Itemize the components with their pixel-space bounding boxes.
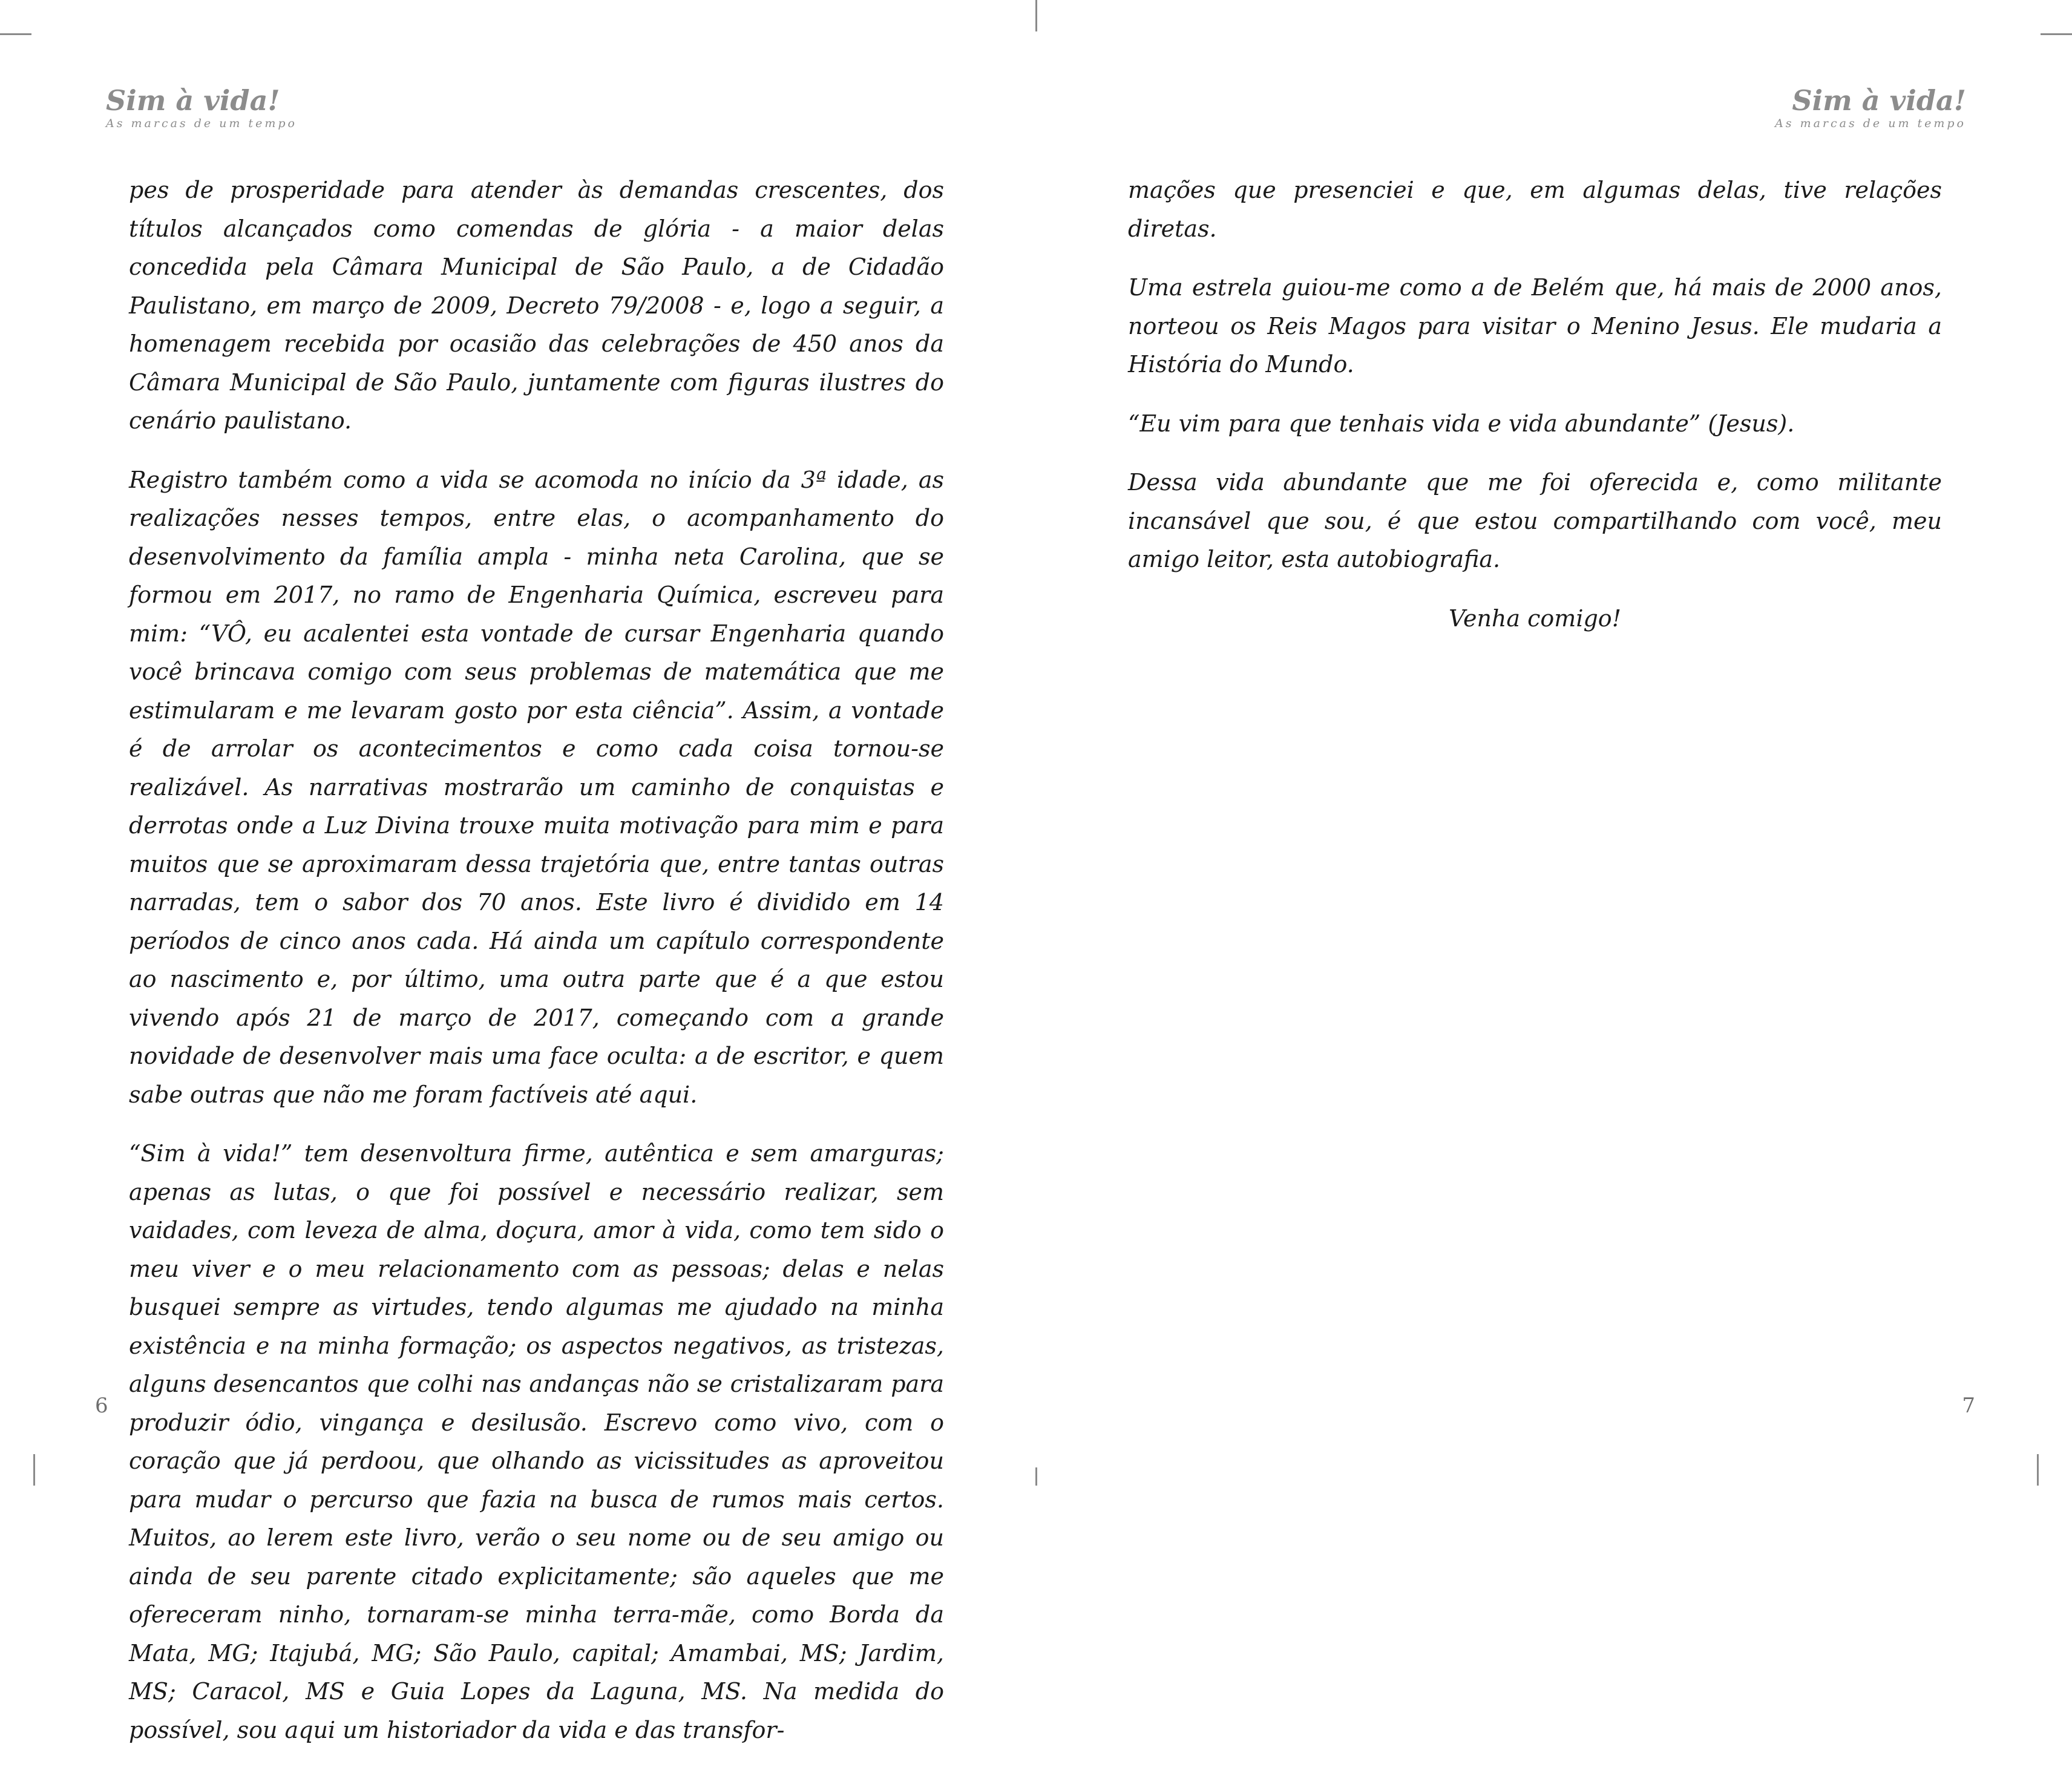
book-subtitle: As marcas de um tempo xyxy=(106,117,297,130)
book-title: Sim à vida! xyxy=(106,84,280,117)
page-number: 6 xyxy=(95,1394,108,1418)
left-page xyxy=(0,0,1036,1743)
book-title: Sim à vida! xyxy=(1792,84,1966,117)
right-page xyxy=(1036,0,2072,1486)
running-head xyxy=(1775,85,1966,131)
paragraph: Uma estrela guiou-me como a de Belém que, há mais de 2000 anos, norteou os Reis Magos para visitar o Menino Jesus. Ele mudaria a História do Mundo. xyxy=(1128,274,1942,378)
closing-line: Venha comigo! xyxy=(1449,605,1621,632)
paragraph: “Eu vim para que tenhais vida e vida abundante” (Jesus). xyxy=(1128,410,1795,437)
running-head xyxy=(106,85,297,131)
page-body xyxy=(129,171,944,1770)
paragraph: Dessa vida abundante que me foi oferecida e, como militante incansável que sou, é que estou compartilhando com você, meu amigo leitor, esta autobiografia. xyxy=(1128,469,1942,572)
paragraph: pes de prosperidade para atender às demandas crescentes, dos títulos alcançados como comendas de glória - a maior delas concedida pela Câmara Municipal de São Paulo, a de Cidadão Paulistano, em março de 2009, Decreto 79/2008 - e, logo a seguir, a homenagem recebida por ocasião das celebrações de 450 anos da Câmara Municipal de São Paulo, juntamente com figuras ilustres do cenário paulistano. xyxy=(129,177,944,434)
book-subtitle: As marcas de um tempo xyxy=(1775,117,1966,130)
paragraph: Registro também como a vida se acomoda no início da 3ª idade, as realizações nesses tempos, entre elas, o acompanhamento do desenvolvimento da família ampla - minha neta Carolina, que se formou em 2017, no ramo de Engenharia Química, escreveu para mim: “VÔ, eu acalentei esta vontade de cursar Engenharia quando você brincava comigo com seus problemas de matemática que me estimularam e me levaram gosto por esta ciência”. Assim, a vontade é de arrolar os acontecimentos e como cada coisa tornou-se realizável. As narrativas mostrarão um caminho de conquistas e derrotas onde a Luz Divina trouxe muita motivação para mim e para muitos que se aproximaram dessa trajetória que, entre tantas outras narradas, tem o sabor dos 70 anos. Este livro é dividido em 14 períodos de cinco anos cada. Há ainda um capítulo correspondente ao nascimento e, por último, uma outra parte que é a que estou vivendo após 21 de março de 2017, começando com a grande novidade de desenvolver mais uma face oculta: a de escritor, e quem sabe outras que não me foram factíveis até aqui. xyxy=(129,466,944,1108)
paragraph: mações que presenciei e que, em algumas delas, tive relações diretas. xyxy=(1128,177,1942,242)
page-body xyxy=(1128,171,1942,658)
paragraph: “Sim à vida!” tem desenvoltura firme, autêntica e sem amarguras; apenas as lutas, o que foi possível e necessário realizar, sem vaidades, com leveza de alma, doçura, amor à vida, como tem sido o meu viver e o meu relacionamento com as pessoas; delas e nelas busquei sempre as virtudes, tendo algumas me ajudado na minha existência e na minha formação; os aspectos negativos, as tristezas, alguns desencantos que colhi nas andanças não se cristalizaram para produzir ódio, vingança e desilusão. Escrevo como vivo, com o coração que já perdoou, que olhando as vicissitudes as aproveitou para mudar o percurso que fazia na busca de rumos mais certos. Muitos, ao lerem este livro, verão o seu nome ou de seu amigo ou ainda de seu parente citado explicitamente; são aqueles que me ofereceram ninho, tornaram-se minha terra-mãe, como Borda da Mata, MG; Itajubá, MG; São Paulo, capital; Amambai, MS; Jardim, MS; Caracol, MS e Guia Lopes da Laguna, MS. Na medida do possível, sou aqui um historiador da vida e das transfor- xyxy=(129,1140,944,1743)
page-number: 7 xyxy=(1962,1394,1975,1418)
